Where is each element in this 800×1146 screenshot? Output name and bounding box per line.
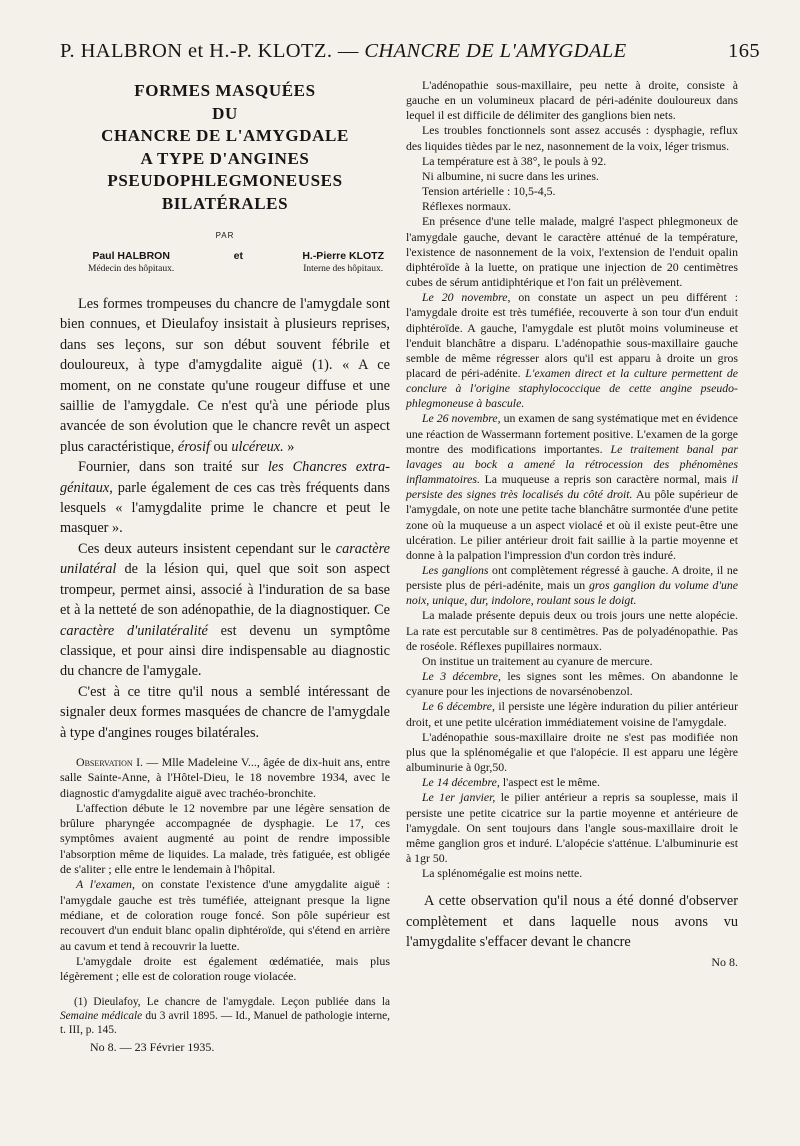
title-line: CHANCRE DE L'AMYGDALE: [101, 126, 349, 145]
running-head: [60, 40, 760, 63]
paragraph: [406, 669, 738, 699]
text-italic: Le 14 décembre,: [422, 775, 500, 790]
page-number: 165: [728, 40, 760, 62]
paragraph: On institue un traitement au cyanure de mercure.: [422, 653, 653, 668]
text-italic: ulcéreux.: [231, 438, 284, 455]
paragraph: L'adénopathie sous-maxillaire, peu nette à droite, consiste à gauche en un volumineux placard de péri-adénite douloureux dans lequel il est difficile de délimiter des ganglions bien nets.: [406, 78, 738, 123]
author-role: Interne des hôpitaux.: [303, 264, 384, 274]
observation-text: [60, 755, 390, 984]
title-line: BILATÉRALES: [161, 193, 289, 213]
author-halbron: [88, 250, 174, 274]
author-klotz: [302, 250, 384, 274]
authors: [60, 250, 390, 274]
text: Les formes trompeuses du chancre de l'amygdale sont bien connues, et Dieulafoy insistait à plusieurs reprises, dans ses leçons, sur son début souvent fébrile et douloureux, à type d'amygdalite aiguë (1). « A ce moment, on ne constate qu'une rougeur diffuse et une saillie de l'amygdale. Ce n'est qu'à une période plus avancée de son évolution que le chancre revêt un aspect plus caractéristique,: [60, 296, 390, 455]
byline-par: PAR: [215, 231, 235, 240]
text: du 3 avril 1895. — Id., Manuel de pathologie interne, t. III, p. 145.: [60, 1009, 390, 1036]
text: les signes sont les mêmes. On abandonne le cyanure pour les injections de novarsénobenzol.: [406, 669, 738, 699]
observation-paragraph: [60, 877, 390, 953]
article-title: [60, 80, 390, 215]
text: il persiste une légère induration du pilier antérieur droit, et une petite ulcération immédiatement voisine de l'amygdale.: [406, 699, 738, 729]
observation-paragraph: [60, 755, 390, 801]
paragraph: La malade présente depuis deux ou trois jours une nette alopécie. La rate est percutable sur 8 centimètres. Pas de polyadénopathie. Pas de roséole. Réflexes pupillaires normaux.: [406, 608, 738, 653]
text: Au pôle supérieur de l'amygdale, on note une petite tache blanchâtre surmontée d'une petite zone où la muqueuse a un aspect violacé et où il existe peut-être une ulcération. Le pilier antérieur droit fait saillie à la partie moyenne et donne à la palpation l'impression d'un cordon très induré.: [406, 487, 738, 562]
issue-footer-right: No 8.: [711, 954, 738, 969]
paragraph: Les troubles fonctionnels sont assez accusés : dysphagie, reflux des liquides tièdes par le nez, nasonnement de la voix, léger trismus.: [406, 123, 738, 153]
text: Fournier, dans son traité sur: [78, 459, 259, 476]
text: on constate un aspect un peu différent : l'amygdale droite est très tuméfiée, recouverte à son tour d'un enduit diphtéroïde. A gauche, l'amygdale est plutôt moins volumineuse et l'enduit blanchâtre a disparu. L'adénopathie sous-maxillaire gauche semble de même régresser alors qu'il est apparu à droite un gros placard de péri-adénite.: [406, 290, 738, 380]
text: »: [287, 438, 295, 455]
text-italic: Semaine médicale: [60, 1009, 143, 1022]
intro-paragraph: [60, 539, 390, 682]
footnote-text: [60, 996, 390, 1037]
title-line: PSEUDOPHLEGMONEUSES: [107, 171, 343, 190]
text: un examen de sang systématique met en évidence une réaction de Wassermann fortement positive. L'examen de la gorge montre des modifications importantes.: [406, 411, 738, 456]
text-italic: Le 26 novembre,: [422, 411, 501, 426]
author-name: Paul HALBRON: [92, 250, 170, 262]
author-conjunction: et: [233, 250, 243, 262]
closing-text: [406, 891, 738, 952]
text-italic: Les ganglions: [422, 563, 489, 577]
text: Ces deux auteurs insistent cependant sur le: [78, 540, 331, 557]
observation-paragraph: L'amygdale droite est également œdématiée, mais plus légèrement ; elle est de coloration rouge violacée.: [60, 953, 390, 984]
text-italic: il persiste des signes très localisés du côté droit.: [406, 472, 739, 502]
text-italic: L'examen direct et la culture permettent de conclure à l'origine staphylococcique de cette angine pseudo-phlegmoneuse à bascule.: [406, 365, 738, 411]
title-line: DU: [212, 103, 238, 123]
observation-continued: [406, 78, 738, 881]
text-italic: Le 6 décembre,: [422, 699, 495, 714]
text-italic: Le 1er janvier,: [422, 790, 496, 805]
text-italic: Le 3 décembre,: [422, 669, 501, 684]
paragraph: En présence d'une telle malade, malgré l'aspect phlegmoneux de l'amygdale gauche, devant le caractère atténué de la température, l'existence de nasonnement de la voix, l'extension de l'enduit opalin diphtéroïde à la luette, on pratique une injection de 20 centimètres cubes de sérum antidiphtérique et l'on fait un prélèvement.: [406, 214, 738, 290]
text-italic: Le 20 novembre,: [422, 290, 511, 305]
intro-paragraph: C'est à ce titre qu'il nous a semblé intéressant de signaler deux formes masquées de chancre de l'amygdale à type d'angines rouges bilatérales.: [60, 683, 390, 741]
text-italic: A l'examen,: [76, 877, 135, 892]
text-italic: caractère d'unilatéralité: [60, 622, 208, 639]
observation-paragraph: L'affection débute le 12 novembre par une légère sensation de brûlure pharyngée accompagnée de dysphagie. Le 17, ces symptômes avaient augmenté au point de rendre impossible l'absorption même de liquides. La malade, très fatiguée, est obligée de s'aliter ; elle entre le lendemain à l'hôpital.: [60, 800, 390, 877]
paragraph: A cette observation qu'il nous a été donné d'observer complètement et dans laquelle nous avons vu l'amygdalite s'effacer devant le chancre: [406, 893, 738, 951]
text-italic: les Chancres extra-génitaux: [60, 459, 390, 496]
text: La muqueuse a repris son caractère normal, mais: [484, 472, 727, 487]
title-line: FORMES MASQUÉES: [134, 81, 316, 100]
right-column: [406, 78, 738, 970]
paragraph: Tension artérielle : 10,5-4,5.: [422, 184, 556, 199]
text: de la lésion qui, quel que soit son aspect trompeur, permet ainsi, associé à l'induration de sa base et à la netteté de son adénopathie, de la diagnostiquer. Ce: [60, 561, 390, 619]
text: on constate l'existence d'une amygdalite aiguë : l'amygdale gauche est très tuméfiée, atteignant presque la ligne médiane, et de coloration rouge foncé. Son pôle supérieur est recouvert d'un enduit blanc opalin diphtéroïde, qui s'étend en arrière au cavum et tend à recouvrir la luette.: [60, 877, 390, 953]
intro-paragraph: [60, 457, 390, 539]
paragraph: [406, 563, 738, 608]
text: ont complètement régressé à gauche. A droite, il ne persiste plus de péri-adénite, mais un: [406, 563, 738, 593]
text: le pilier antérieur a repris sa souplesse, mais il persiste une petite cicatrice sur la partie moyenne et antérieure de l'amygdale. On sent toujours dans l'angle sous-maxillaire droit le même ganglion gros et induré. L'alopécie s'atténue. L'albuminurie est à 1gr 50.: [406, 790, 738, 865]
issue-footer-left: No 8. — 23 Février 1935.: [90, 1040, 215, 1055]
footnote: [60, 996, 390, 1037]
running-head-title: CHANCRE DE L'AMYGDALE: [364, 40, 627, 62]
paragraph: [406, 411, 738, 563]
intro-paragraph: [60, 294, 390, 457]
paragraph: [406, 775, 738, 790]
author-name: H.-Pierre KLOTZ: [302, 250, 384, 262]
paragraph: La splénomégalie est moins nette.: [422, 866, 583, 881]
observation-label: Observation I.: [76, 754, 144, 769]
paragraph: La température est à 38°, le pouls à 92.: [422, 153, 607, 168]
left-column: [60, 78, 390, 1055]
title-line: A TYPE D'ANGINES: [140, 148, 310, 168]
text: ou: [213, 438, 228, 455]
text: , parle également de ces cas très fréquents dans lesquels « l'amygdalite prime le chancre et peut le masquer ».: [60, 479, 390, 537]
paragraph: [406, 290, 738, 411]
text-italic: érosif: [177, 438, 210, 455]
text-italic: gros ganglion du volume d'une noix, unique, dur, indolore, roulant sous le doigt.: [406, 578, 739, 608]
paragraph: [406, 790, 738, 866]
text: l'aspect est le même.: [502, 775, 600, 790]
text-italic: Le traitement banal par lavages au bock a amené la rétrocession des phénomènes inflammatoires.: [406, 441, 738, 487]
text-italic: caractère unilatéral: [60, 540, 390, 578]
intro-text: [60, 294, 390, 743]
running-head-authors: P. HALBRON et H.-P. KLOTZ. —: [60, 40, 359, 62]
paragraph: [406, 699, 738, 729]
paragraph: L'adénopathie sous-maxillaire droite ne s'est pas modifiée non plus que la splénomégalie et que l'alopécie. Il est apparu une légère albuminurie à 0gr,50.: [406, 729, 738, 775]
paragraph: Ni albumine, ni sucre dans les urines.: [422, 168, 599, 183]
author-role: Médecin des hôpitaux.: [88, 264, 175, 274]
text: (1) Dieulafoy, Le chancre de l'amygdale. Leçon publiée dans la: [74, 996, 390, 1009]
text: — Mlle Madeleine V..., âgée de dix-huit ans, entre salle Sainte-Anne, à l'Hôtel-Dieu, le 18 novembre 1934, avec le diagnostic d'amygdalite aiguë avec trachéo-bronchite.: [60, 754, 390, 800]
paragraph: Réflexes normaux.: [422, 199, 512, 214]
text: est devenu un symptôme classique, et pour ainsi dire indispensable au diagnostic du chancre de l'amygale.: [60, 622, 390, 680]
